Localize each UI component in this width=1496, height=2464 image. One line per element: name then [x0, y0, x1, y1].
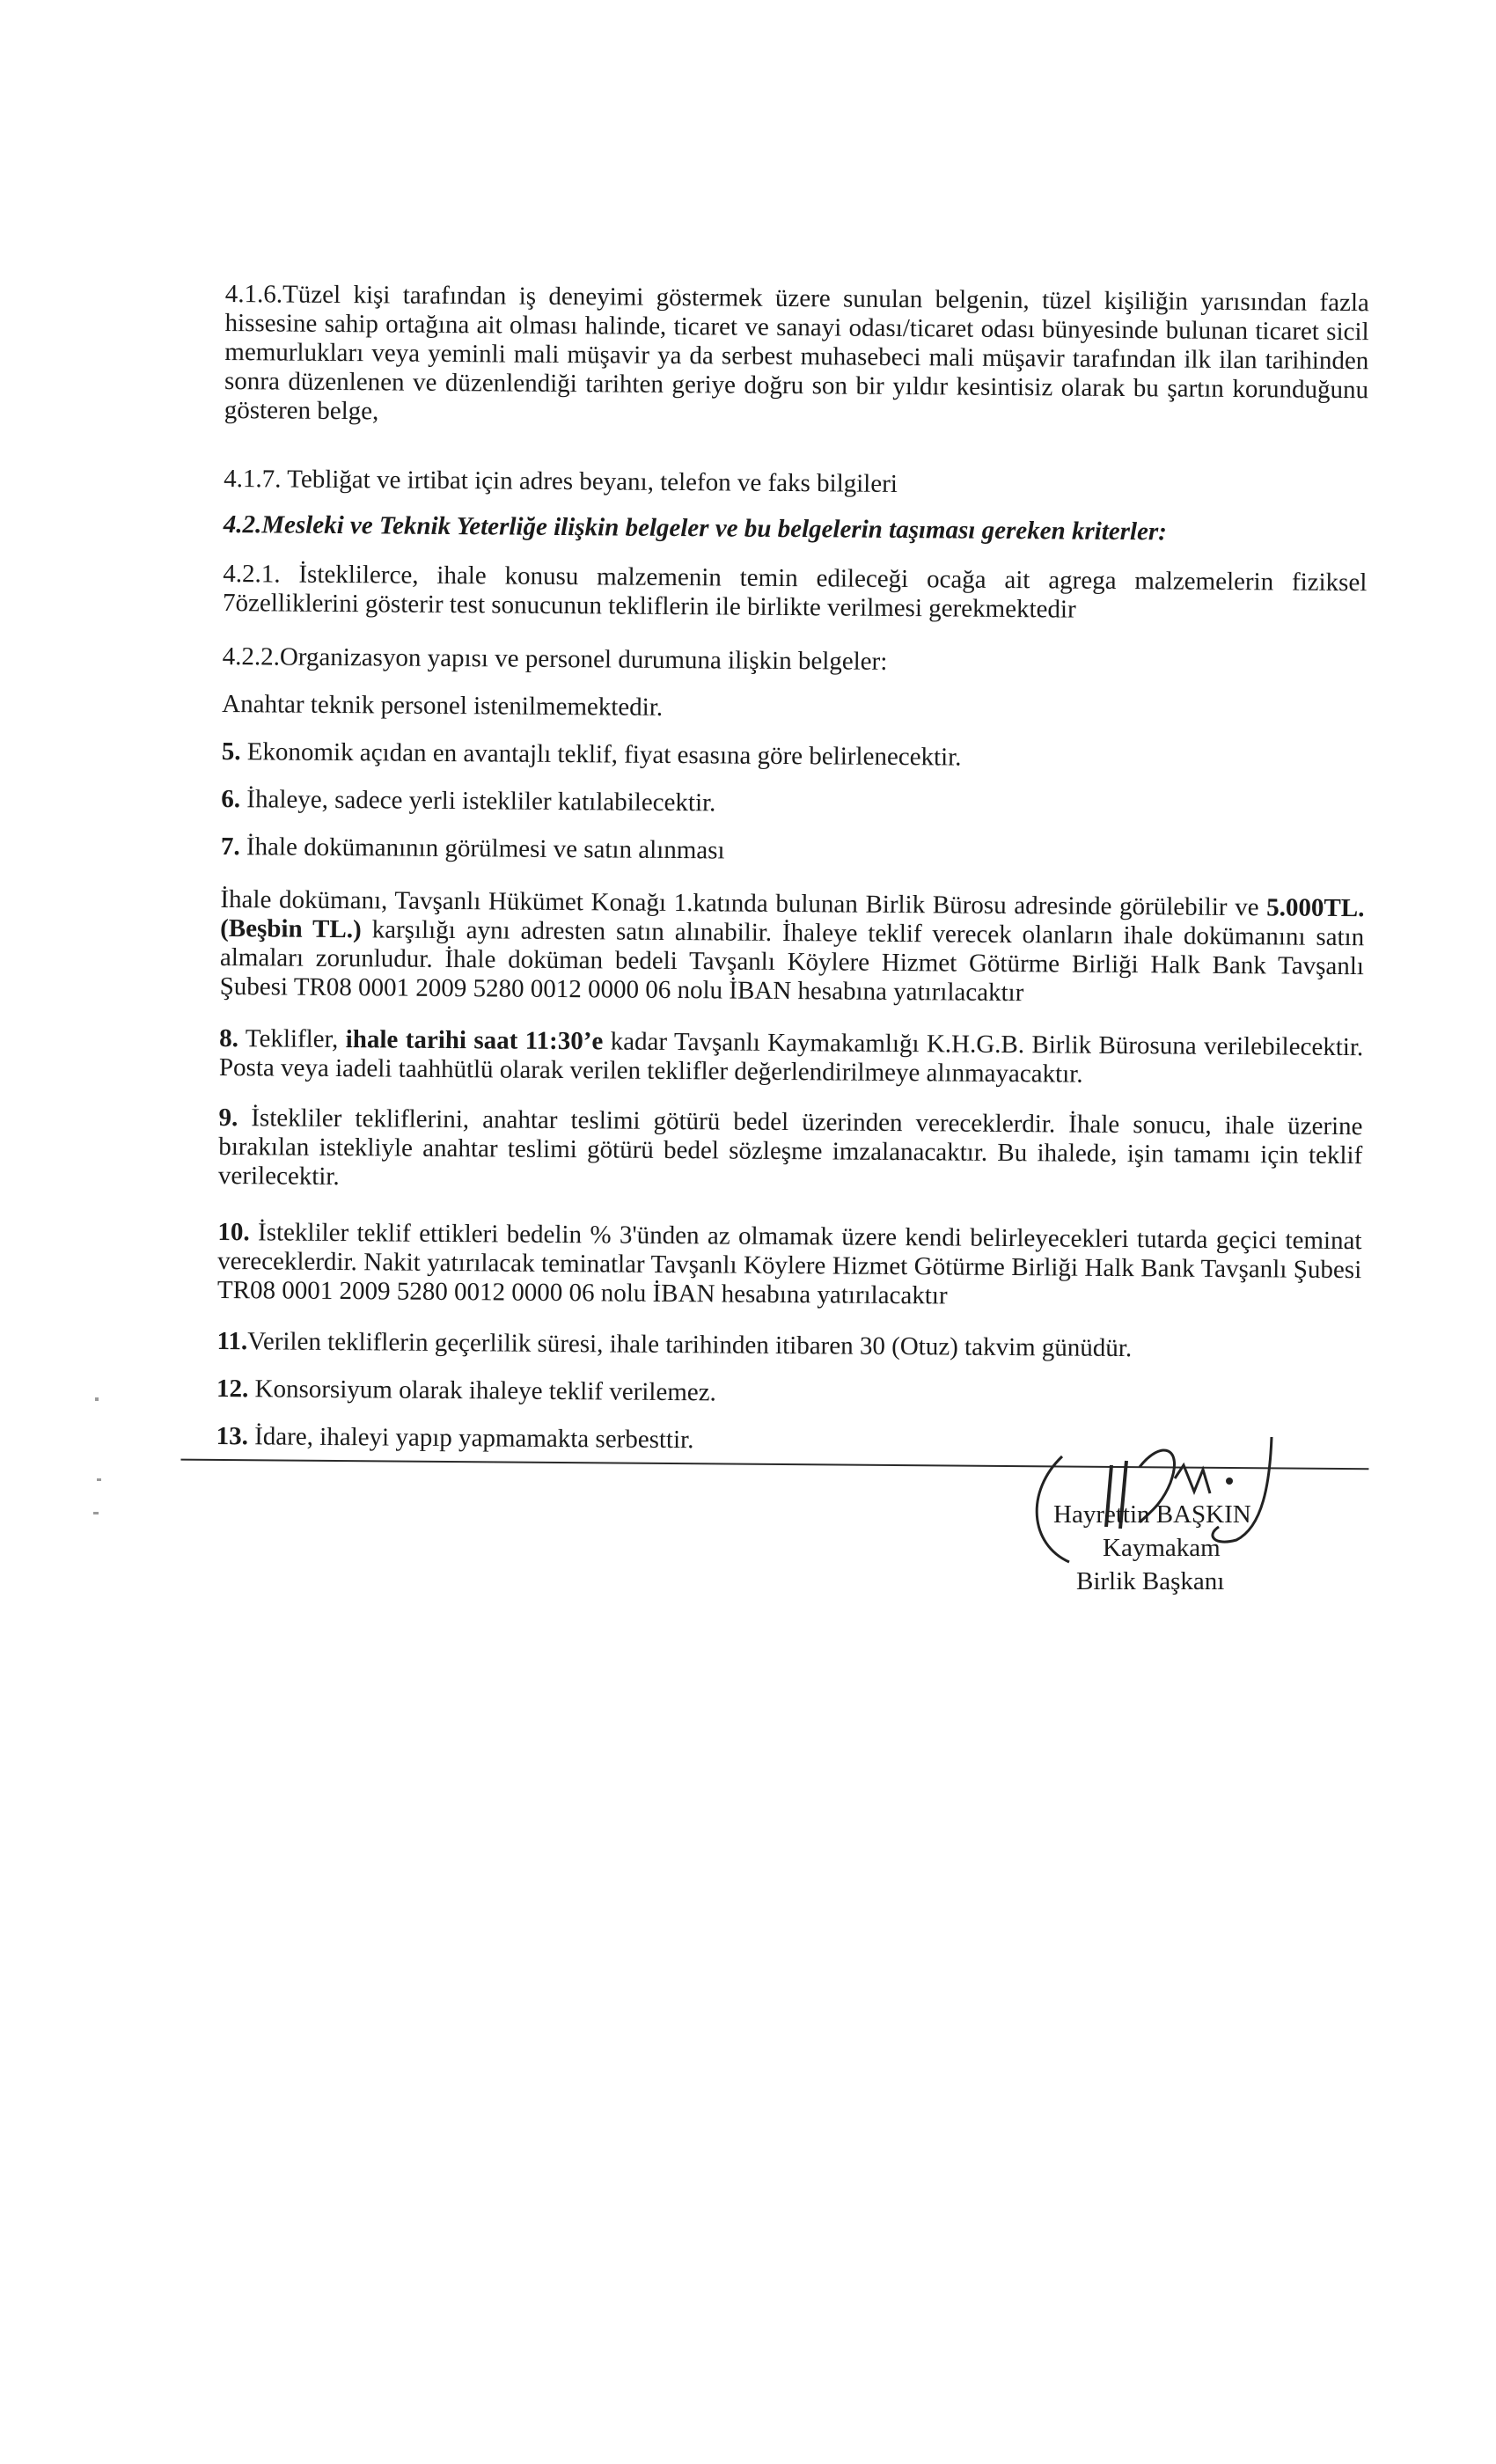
scan-speck [95, 1397, 99, 1401]
p7-details-part2: karşılığı aynı adresten satın alınabilir. İhaleye teklif verecek olanların ihale dokümanını satın almaları zorunludur. İhale doküman bedeli Tavşanlı Köylere Hizmet Götürme Birliği Halk Bank Tavşanlı Şubesi TR08 0001 2009 5280 0012 0000 06 nolu İBAN hesabına yatırılacaktır [219, 915, 1365, 1008]
item-number-5: 5. [221, 737, 241, 766]
item-number-12: 12. [216, 1374, 249, 1404]
paragraph-8 [219, 1024, 1363, 1091]
p7-details-part1: İhale dokümanı, Tavşanlı Hükümet Konağı 1.katında bulunan Birlik Bürosu adresinde görülebilir ve [220, 884, 1267, 922]
item-text-11: Verilen tekliflerin geçerlilik süresi, ihale tarihinden itibaren 30 (Otuz) takvim günüdür. [247, 1327, 1133, 1363]
paragraph-anahtar-personel: Anahtar teknik personel istenilmemektedir. [222, 689, 664, 722]
document-body [216, 280, 1369, 1455]
signer-title: Kaymakam [1103, 1534, 1221, 1562]
signature-block [1008, 1430, 1324, 1606]
paragraph-4-1-7: 4.1.7. Tebliğat ve irtibat için adres beyanı, telefon ve faks bilgileri [224, 464, 898, 499]
paragraph-6 [221, 785, 1365, 823]
item-text-13: İdare, ihaleyi yapıp yapmamakta serbesttir. [247, 1422, 694, 1455]
scan-speck [93, 1512, 99, 1514]
paragraph-4-1-6: 4.1.6.Tüzel kişi tarafından iş deneyimi göstermek üzere sunulan belgenin, tüzel kişiliğin yarısından fazla hissesine sahip ortağına ait olması halinde, ticaret ve sanayi odası/ticaret odası bünyesinde bulunan ticaret sicil memurlukları veya yeminli mali müşavir ya da serbest muhasebeci mali müşavir tarafından ilk ilan tarihinden sonra düzenlenen ve düzenlendiği tarihten geriye doğru son bir yıldır kesintisiz olarak bu şartın korunduğunu gösteren belge, [224, 280, 1369, 426]
item-number-9: 9. [218, 1103, 238, 1133]
item-text-5: Ekonomik açıdan en avantajlı teklif, fiyat esasına göre belirlenecektir. [240, 737, 962, 772]
scan-speck [97, 1478, 101, 1481]
tender-deadline: ihale tarihi saat 11:30’e [345, 1025, 604, 1056]
item-text-10: İstekliler teklif ettikleri bedelin % 3'ünden az olmamak üzere kendi belirleyecekleri tutarda geçici teminat vereceklerdir. Nakit yatırılacak teminatlar Tavşanlı Köylere Hizmet Götürme Birliği Halk Bank Tavşanlı Şubesi TR08 0001 2009 5280 0012 0000 06 nolu İBAN hesabına yatırılacaktır [216, 1218, 1362, 1310]
item-text-12: Konsorsiyum olarak ihaleye teklif verilemez. [248, 1375, 716, 1407]
item-text-9: İstekliler tekliflerini, anahtar teslimi götürü bedel üzerinden vereceklerdir. İhale sonucu, ihale üzerine bırakılan istekliyle anahtar teslimi götürü bedel sözleşme imzalanacaktır. Bu ihalede, işin tamamı için teklif verilecektir. [217, 1104, 1363, 1192]
signer-name: Hayrettin BAŞKIN [1053, 1500, 1251, 1529]
heading-4-2: 4.2.Mesleki ve Teknik Yeterliğe ilişkin belgeler ve bu belgelerin taşıması gereken kriterler: [223, 510, 1167, 546]
item-number-11: 11. [216, 1326, 248, 1356]
paragraph-7-details [220, 885, 1365, 1010]
document-price: 5.000TL. (Beşbin TL.) [220, 893, 1365, 944]
item-number-8: 8. [219, 1023, 239, 1053]
item-number-6: 6. [221, 784, 241, 814]
paragraph-4-2-2: 4.2.2.Organizasyon yapısı ve personel durumuna ilişkin belgeler: [222, 642, 888, 676]
paragraph-7 [221, 832, 1365, 870]
paragraph-4-2-1: 4.2.1. İsteklilerce, ihale konusu malzemenin temin edileceği ocağa ait agrega malzemelerin fiziksel 7özelliklerini gösterir test sonucunun tekliflerin ile birlikte verilmesi gerekmektedir [222, 559, 1368, 624]
item-text-6: İhaleye, sadece yerli istekliler katılabilecektir. [239, 785, 716, 818]
item-number-13: 13. [216, 1421, 249, 1451]
p8-part1: Teklifler, [238, 1024, 346, 1054]
item-number-7: 7. [220, 832, 240, 862]
signer-role: Birlik Başkanı [1076, 1567, 1225, 1595]
paragraph-12 [216, 1375, 1360, 1412]
paragraph-11 [216, 1327, 1360, 1365]
item-text-7: İhale dokümanının görülmesi ve satın alınması [239, 832, 725, 865]
p8-part2: kadar Tavşanlı Kaymakamlığı K.H.G.B. Birlik Bürosuna verilebilecektir. Posta veya iadeli taahhütlü olarak verilen teklifler değerlendirilmeye alınmayacaktır. [218, 1027, 1364, 1089]
paragraph-5 [222, 737, 1366, 775]
item-number-10: 10. [217, 1217, 250, 1247]
paragraph-9 [218, 1104, 1363, 1199]
paragraph-10 [217, 1218, 1362, 1314]
